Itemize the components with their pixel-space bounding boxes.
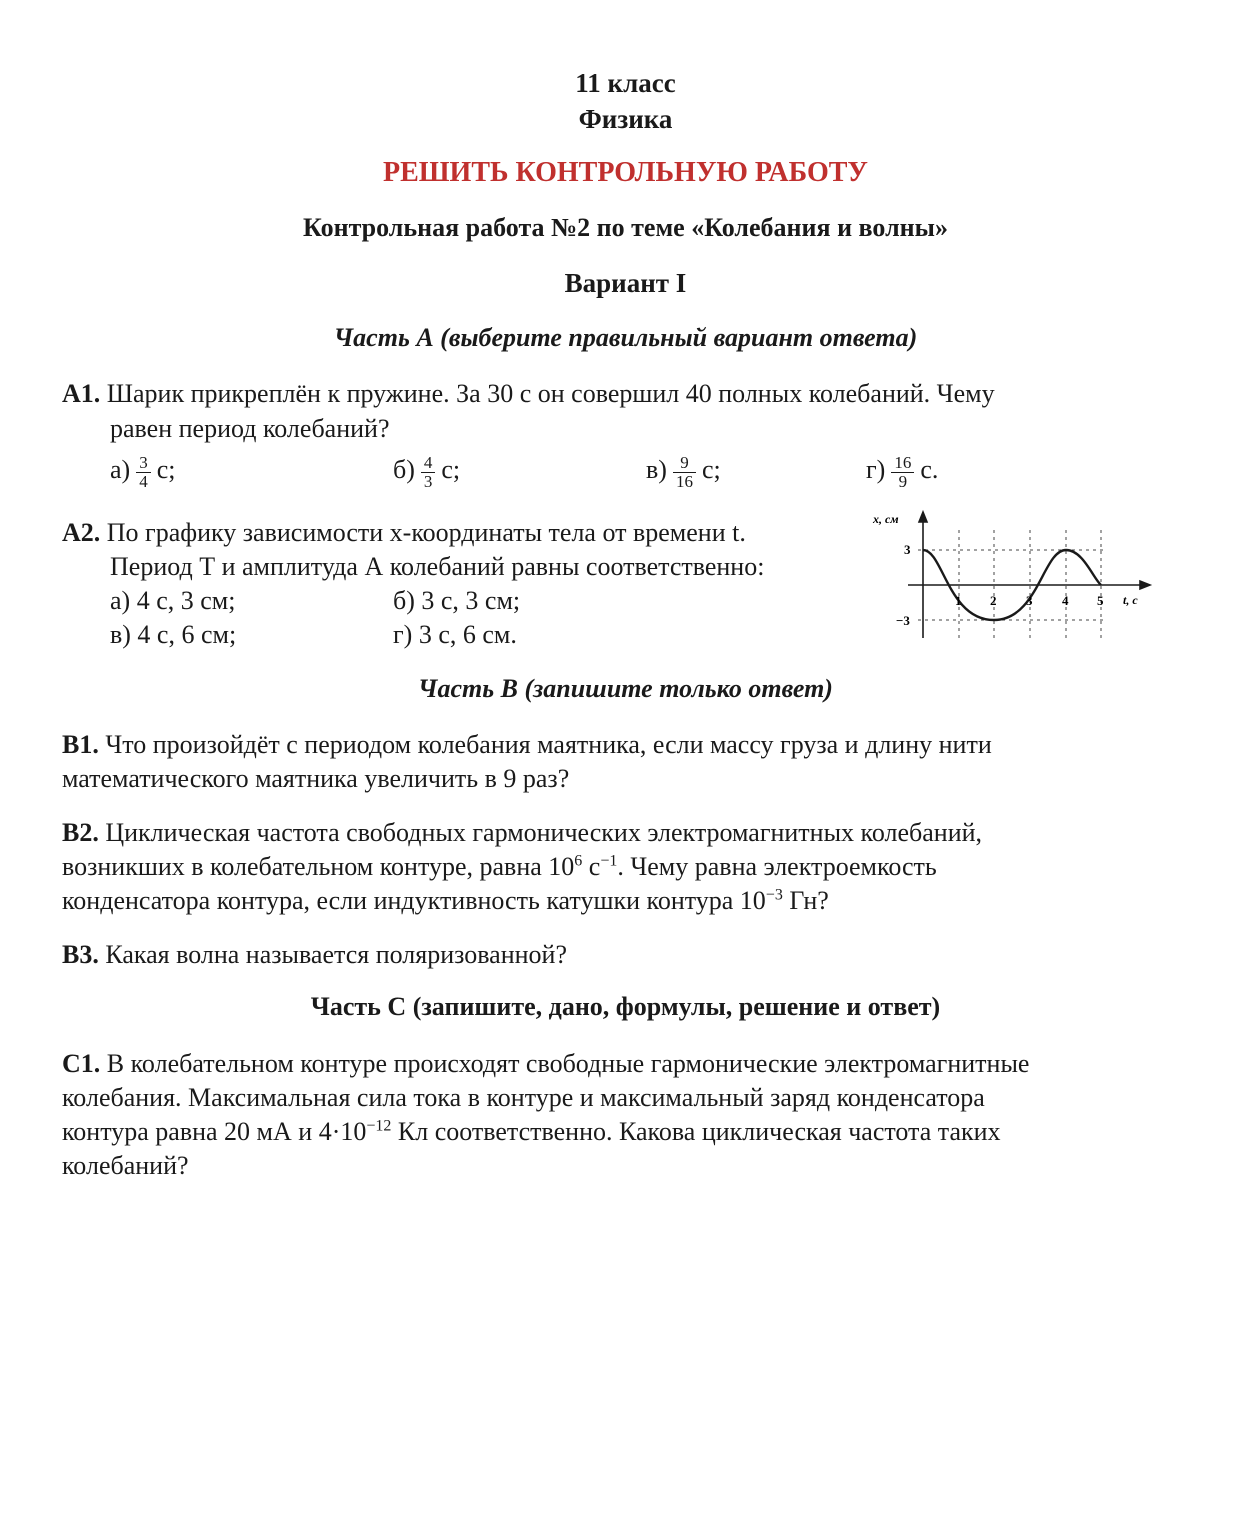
graph-xtick: 3: [1026, 593, 1033, 608]
question-label: В3.: [62, 940, 99, 969]
a1-option-a: а) $\frac{3}{4}$ с;: [110, 452, 176, 491]
graph-x-label: t, с: [1123, 593, 1138, 607]
question-b1-line2: математического маятника увеличить в 9 раз?: [62, 764, 570, 793]
a1-option-d: г) $\frac{16}{9}$ с.: [866, 452, 939, 491]
instruction-heading: РЕШИТЬ КОНТРОЛЬНУЮ РАБОТУ: [383, 157, 868, 188]
question-text: Какая волна называется поляризованной?: [105, 940, 567, 969]
variant-heading: Вариант I: [564, 268, 687, 298]
a1-option-c: в) $\frac{9}{16}$ с;: [646, 452, 721, 491]
question-text: Шарик прикреплён к пружине. За 30 с он совершил 40 полных колебаний. Чему: [106, 379, 995, 408]
test-title: Контрольная работа №2 по теме «Колебания и волны»: [303, 213, 948, 242]
question-c1-line3: контура равна 20 мА и $4\cdot 10^{-12}$ Кл соответственно. Какова циклическая частота таких: [62, 1117, 1001, 1146]
question-label: В2.: [62, 818, 99, 847]
question-a2-line2: Период Т и амплитуда А колебаний равны соответственно:: [110, 552, 765, 581]
graph-grid: [918, 530, 1103, 638]
question-b3: [62, 938, 567, 972]
question-label: А2.: [62, 518, 101, 547]
question-c1-line2: колебания. Максимальная сила тока в контуре и максимальный заряд конденсатора: [62, 1083, 985, 1112]
graph-xtick: 4: [1062, 593, 1069, 608]
part-c-title: Часть С (запишите, дано, формулы, решение и ответ): [310, 992, 941, 1021]
grade-heading: 11 класс: [575, 68, 676, 98]
question-b2-line2: возникших в колебательном контуре, равна $10^6$ $с^{-1}$. Чему равна электроемкость: [62, 852, 937, 881]
graph-xtick: 1: [955, 593, 962, 608]
question-c1: [62, 1047, 1029, 1081]
part-a-title: Часть А (выберите правильный вариант ответа): [333, 323, 918, 352]
question-a1: [62, 377, 995, 411]
question-b1: [62, 728, 992, 762]
oscillation-graph: [868, 508, 1158, 648]
question-text: Циклическая частота свободных гармонических электромагнитных колебаний,: [105, 818, 983, 847]
question-text: По графику зависимости х-координаты тела от времени t.: [106, 518, 746, 547]
question-c1-line4: колебаний?: [62, 1151, 189, 1180]
question-b2: [62, 816, 982, 850]
question-text: Что произойдёт с периодом колебания маятника, если массу груза и длину нити: [105, 730, 992, 759]
a2-option-a: а) 4 с, 3 см;: [110, 586, 236, 615]
graph-y-label: x, см: [873, 512, 899, 526]
part-b-title: Часть В (запишите только ответ): [418, 674, 833, 703]
question-b2-line3: конденсатора контура, если индуктивность катушки контура $10^{-3}$ Гн?: [62, 886, 829, 915]
subject-heading: Физика: [578, 104, 673, 134]
question-a2: [62, 516, 746, 550]
graph-xtick: 2: [990, 593, 997, 608]
a2-option-c: в) 4 с, 6 см;: [110, 620, 237, 649]
question-label: В1.: [62, 730, 99, 759]
a2-option-b: б) 3 с, 3 см;: [393, 586, 521, 615]
graph-xtick: 5: [1097, 593, 1104, 608]
question-label: А1.: [62, 379, 101, 408]
question-label: С1.: [62, 1049, 101, 1078]
graph-ytick: −3: [896, 613, 910, 628]
question-text: В колебательном контуре происходят свободные гармонические электромагнитные: [106, 1049, 1030, 1078]
a2-option-d: г) 3 с, 6 см.: [393, 620, 517, 649]
a1-option-b: б) $\frac{4}{3}$ с;: [393, 452, 461, 491]
question-a1-line2: равен период колебаний?: [110, 414, 390, 443]
graph-ytick: 3: [904, 542, 911, 557]
